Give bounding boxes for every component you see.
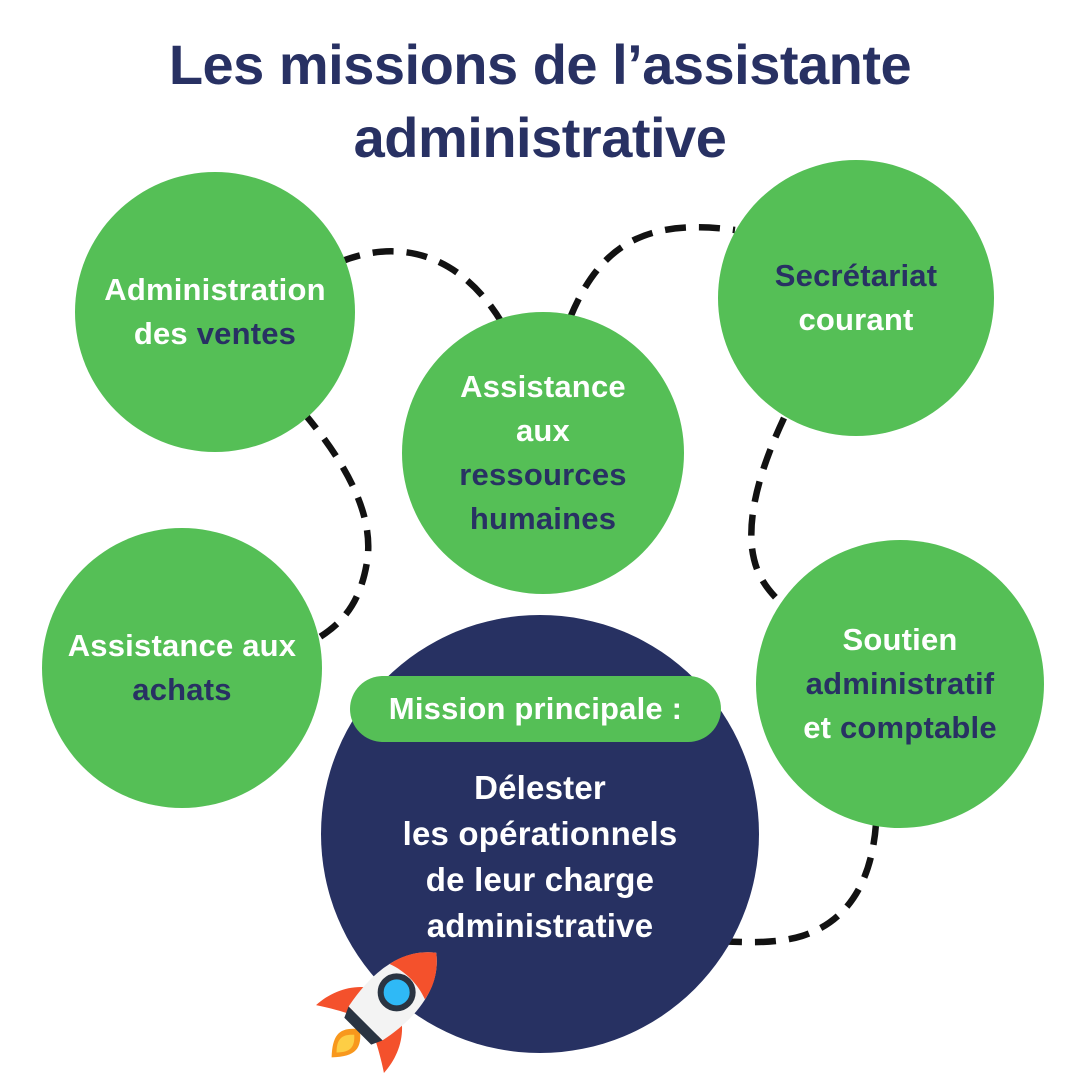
bubble-secretariat-courant-label [775, 254, 937, 342]
bubble-line: et comptable [803, 710, 997, 745]
bubble-line: aux [515, 413, 570, 448]
mission-line-1: Délester [474, 769, 606, 806]
bubble-soutien-administratif-comptable-label [803, 618, 997, 750]
bubble-secretariat-courant [718, 160, 994, 436]
bubble-line: ressources [459, 457, 627, 492]
page-title-line-1: Les missions de l’assistante [168, 33, 912, 96]
bubble-line: Assistance [460, 369, 626, 404]
rocket-icon [300, 910, 500, 1080]
connector-ventes-achats [303, 412, 368, 640]
bubble-line: Soutien [842, 622, 958, 657]
bubble-line: Administration [104, 272, 326, 307]
page-title-line-2: administrative [353, 106, 727, 169]
bubble-administration-des-ventes [75, 172, 355, 452]
bubble-assistance-ressources-humaines [402, 312, 684, 594]
bubble-line: courant [798, 302, 914, 337]
mission-badge: Mission principale : [350, 676, 721, 742]
bubble-line: des ventes [133, 316, 297, 351]
bubble-line: Secrétariat [774, 258, 938, 293]
bubble-assistance-ressources-humaines-label [459, 365, 626, 541]
mission-line-4: administrative [426, 907, 654, 944]
mission-line-3: de leur charge [425, 861, 655, 898]
bubble-soutien-administratif-comptable [756, 540, 1044, 828]
bubble-line: Assistance aux [67, 628, 297, 663]
connector-rh-secretariat [570, 227, 735, 318]
bubble-line: humaines [469, 501, 617, 536]
bubble-assistance-aux-achats-label [68, 624, 297, 712]
bubble-line: administratif [805, 666, 995, 701]
connector-ventes-rh [340, 251, 505, 328]
bubble-line: achats [132, 672, 232, 707]
mission-line-2: les opérationnels [402, 815, 678, 852]
bubble-administration-des-ventes-label [104, 268, 326, 356]
bubble-assistance-aux-achats [42, 528, 322, 808]
connector-secretariat-soutien [751, 418, 784, 602]
